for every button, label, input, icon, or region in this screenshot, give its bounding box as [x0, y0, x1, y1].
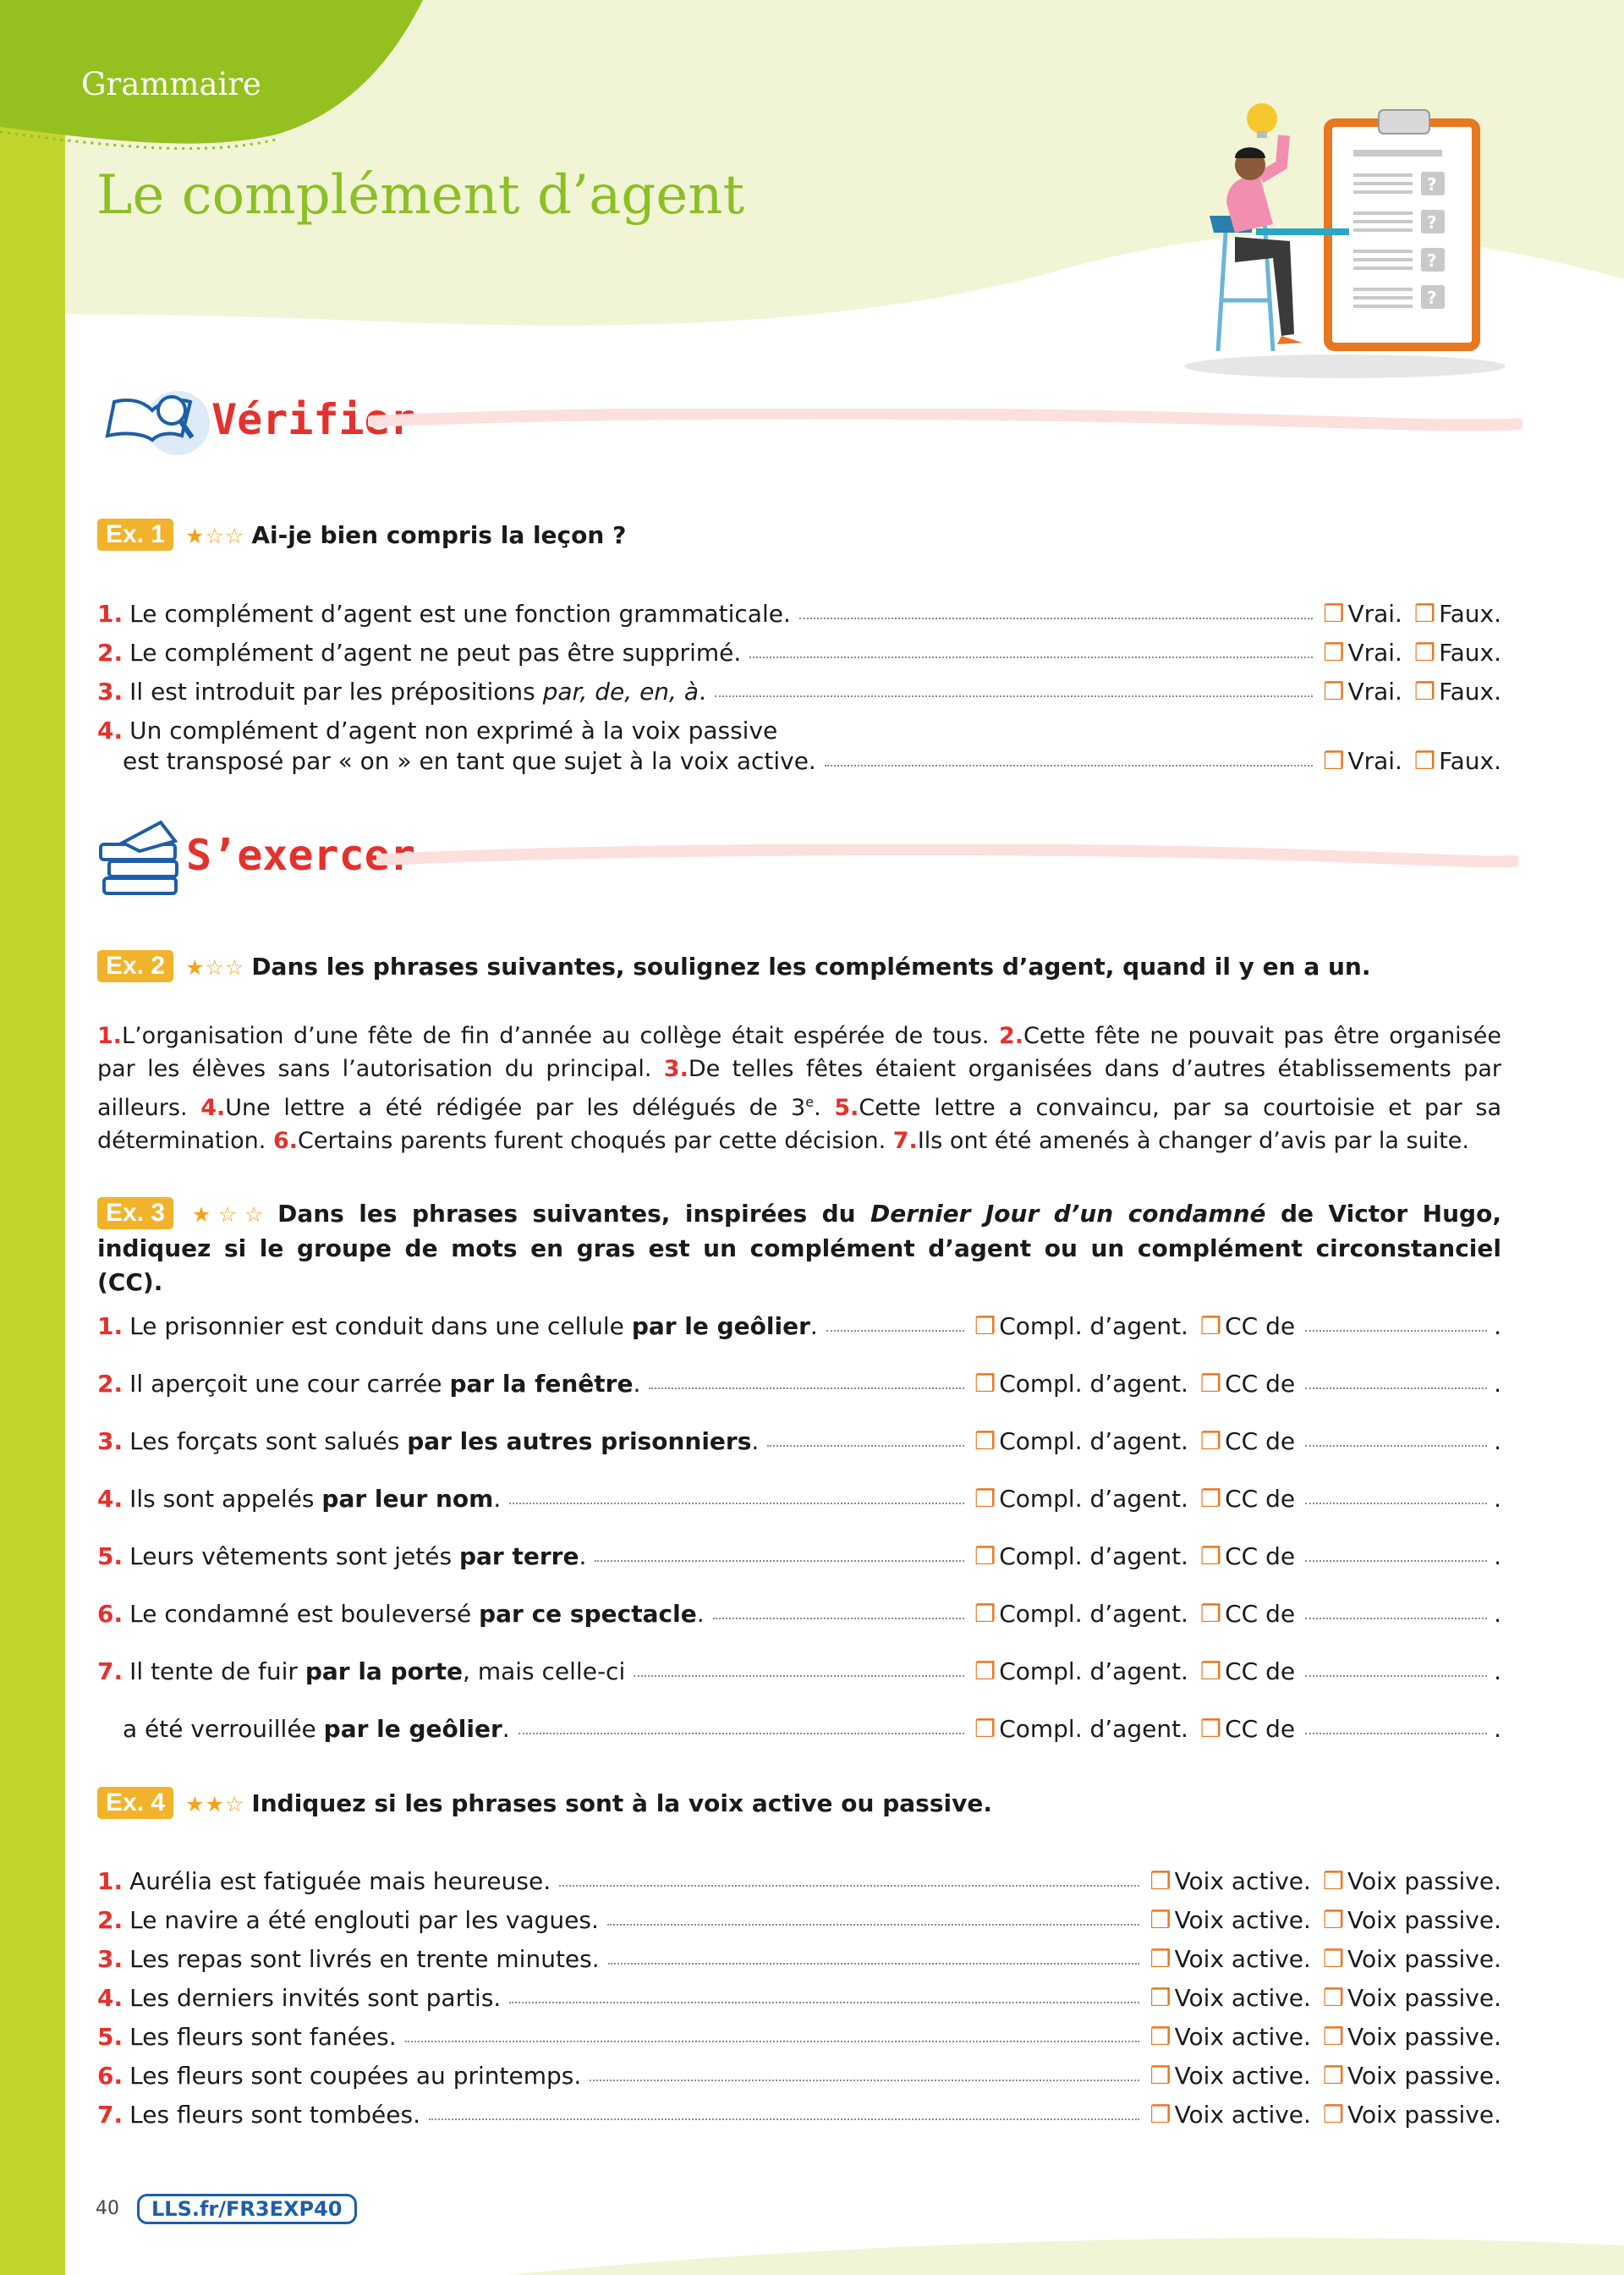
ex4-badge: Ex. 4: [97, 1787, 173, 1819]
page-number: 40: [96, 2198, 119, 2219]
answer-blank[interactable]: [1305, 1618, 1487, 1619]
ex1-item: 1. Le complément d’agent est une fonction grammaticale. ❒ Vrai. ❒ Faux.: [97, 600, 1501, 628]
ex4-item: 7. Les fleurs sont tombées. ❒ Voix active. ❒ Voix passive.: [97, 2101, 1501, 2129]
checkbox-icon[interactable]: ❒: [1413, 678, 1436, 706]
ex1-item: 2. Le complément d’agent ne peut pas être supprimé. ❒ Vrai. ❒ Faux.: [97, 639, 1501, 667]
section-underline: [376, 844, 1518, 870]
checkbox-icon[interactable]: ❒: [1199, 1600, 1222, 1628]
section-title-verifier: Vérifier: [211, 395, 415, 444]
answer-blank[interactable]: [1305, 1560, 1487, 1562]
ex4-item: 2. Le navire a été englouti par les vagues. ❒ Voix active. ❒ Voix passive.: [97, 1906, 1501, 1934]
ex3-item: 3. Les forçats sont salués par les autres prisonniers . ❒ Compl. d’agent. ❒ CC de .: [97, 1427, 1501, 1455]
checkbox-icon[interactable]: ❒: [1199, 1485, 1222, 1513]
checkbox-icon[interactable]: ❒: [1323, 639, 1345, 667]
checkbox-icon[interactable]: ❒: [1199, 1427, 1222, 1455]
ex3-item: 5. Leurs vêtements sont jetés par terre . ❒ Compl. d’agent. ❒ CC de .: [97, 1542, 1501, 1570]
ex3-item: 4. Ils sont appelés par leur nom . ❒ Compl. d’agent. ❒ CC de .: [97, 1485, 1501, 1513]
checkbox-icon[interactable]: ❒: [1322, 1984, 1345, 2012]
checkbox-icon[interactable]: ❒: [1149, 2023, 1171, 2051]
checkbox-icon[interactable]: ❒: [974, 1427, 996, 1455]
ex4-instruction: Indiquez si les phrases sont à la voix active ou passive.: [251, 1789, 992, 1817]
answer-blank[interactable]: [1305, 1330, 1487, 1332]
checkbox-icon[interactable]: ❒: [1149, 1906, 1171, 1934]
checkbox-icon[interactable]: ❒: [974, 1370, 996, 1398]
checkbox-icon[interactable]: ❒: [1322, 1867, 1345, 1895]
svg-text:?: ?: [1427, 250, 1437, 271]
checkbox-icon[interactable]: ❒: [974, 1600, 996, 1628]
checkbox-icon[interactable]: ❒: [1199, 1657, 1222, 1685]
checkbox-icon[interactable]: ❒: [1149, 1867, 1171, 1895]
checkbox-icon[interactable]: ❒: [1413, 600, 1436, 628]
ex4-item: 3. Les repas sont livrés en trente minutes. ❒ Voix active. ❒ Voix passive.: [97, 1945, 1501, 1973]
ex1-heading: [97, 519, 1501, 553]
ex1-item-continued: est transposé par « on » en tant que sujet à la voix active. ❒ Vrai. ❒ Faux.: [123, 747, 1501, 775]
ex4-heading: [97, 1787, 1501, 1822]
section-title-exercer: S’exercer: [186, 831, 415, 880]
ex2-paragraph: 1.L’organisation d’une fête de fin d’année au collège était espérée de tous. 2.Cette fête ne pouvait pas être organisée par les élèves sans l’autorisation du principal. 3.De telles fêtes étaient organisées dans d’autres établissements par ailleurs. 4.Une lettre a été rédigée par les délégués de 3e. 5.Cette lettre a convaincu, par sa courtoisie et par sa détermination. 6.Certains parents furent choqués par cette décision. 7.Ils ont été amenés à changer d’avis par la suite.: [97, 1023, 1501, 1154]
ex3-difficulty-stars: ★☆☆: [185, 1202, 272, 1227]
answer-blank[interactable]: [1305, 1503, 1487, 1504]
answer-blank[interactable]: [1305, 1733, 1487, 1734]
book-magnifier-icon: [97, 376, 216, 470]
checkbox-icon[interactable]: ❒: [1322, 1945, 1345, 1973]
svg-text:?: ?: [1427, 212, 1437, 233]
ex4-difficulty-stars: ★★☆: [185, 1792, 245, 1816]
checkbox-icon[interactable]: ❒: [1199, 1542, 1222, 1570]
ex3-item-continued: a été verrouillée par le geôlier . ❒ Compl. d’agent. ❒ CC de .: [123, 1715, 1501, 1743]
ex2-heading: [97, 950, 1501, 985]
ex3-item: 6. Le condamné est bouleversé par ce spectacle . ❒ Compl. d’agent. ❒ CC de .: [97, 1600, 1501, 1628]
ex4-item: 5. Les fleurs sont fanées. ❒ Voix active. ❒ Voix passive.: [97, 2023, 1501, 2051]
answer-blank[interactable]: [1305, 1445, 1487, 1447]
ex1-item: 3. Il est introduit par les prépositions par, de, en, à . ❒ Vrai. ❒ Faux.: [97, 678, 1501, 706]
svg-text:?: ?: [1427, 288, 1437, 308]
checkbox-icon[interactable]: ❒: [974, 1657, 996, 1685]
ex2-difficulty-stars: ★☆☆: [185, 955, 245, 980]
checkbox-icon[interactable]: ❒: [974, 1715, 996, 1743]
ex1-difficulty-stars: ★☆☆: [185, 524, 245, 548]
page-title: Le complément d’agent: [96, 164, 745, 227]
answer-blank[interactable]: [1305, 1675, 1487, 1677]
checkbox-icon[interactable]: ❒: [1322, 2101, 1345, 2129]
checkbox-icon[interactable]: ❒: [1322, 1906, 1345, 1934]
checkbox-icon[interactable]: ❒: [1413, 639, 1436, 667]
checkbox-icon[interactable]: ❒: [1199, 1312, 1222, 1340]
checkbox-icon[interactable]: ❒: [1322, 2023, 1345, 2051]
ex4-item: 4. Les derniers invités sont partis. ❒ Voix active. ❒ Voix passive.: [97, 1984, 1501, 2012]
ex3-badge: Ex. 3: [97, 1197, 173, 1229]
ex1-badge: Ex. 1: [97, 519, 173, 551]
ex3-heading: Ex. 3 ★☆☆ Dans les phrases suivantes, inspirées du Dernier Jour d’un condamné de Victor Hugo, indiquez si le groupe de mots en gras est un complément d’agent ou un complément circonstanciel (CC).: [97, 1199, 1510, 1296]
section-underline: [368, 409, 1522, 434]
ex2-badge: Ex. 2: [97, 950, 173, 982]
checkbox-icon[interactable]: ❒: [1149, 1945, 1171, 1973]
checkbox-icon[interactable]: ❒: [974, 1542, 996, 1570]
checkbox-icon[interactable]: ❒: [1199, 1370, 1222, 1398]
ex3-item: 1. Le prisonnier est conduit dans une cellule par le geôlier . ❒ Compl. d’agent. ❒ CC de .: [97, 1312, 1501, 1340]
checkbox-icon[interactable]: ❒: [1149, 2101, 1171, 2129]
svg-text:?: ?: [1427, 174, 1437, 195]
ex1-instruction: Ai-je bien compris la leçon ?: [251, 521, 627, 549]
section-verifier: [97, 376, 1514, 470]
checkbox-icon[interactable]: ❒: [1149, 2062, 1171, 2090]
ex3-item: 2. Il aperçoit une cour carrée par la fenêtre . ❒ Compl. d’agent. ❒ CC de .: [97, 1370, 1501, 1398]
resource-link[interactable]: LLS.fr/FR3EXP40: [137, 2194, 357, 2224]
ex4-item: 6. Les fleurs sont coupées au printemps. ❒ Voix active. ❒ Voix passive.: [97, 2062, 1501, 2090]
checkbox-icon[interactable]: ❒: [974, 1312, 996, 1340]
answer-blank[interactable]: [1305, 1388, 1487, 1389]
checkbox-icon[interactable]: ❒: [1323, 678, 1345, 706]
ex3-item: 7. Il tente de fuir par la porte , mais celle-ci ❒ Compl. d’agent. ❒ CC de .: [97, 1657, 1501, 1685]
ex4-item: 1. Aurélia est fatiguée mais heureuse. ❒ Voix active. ❒ Voix passive.: [97, 1867, 1501, 1895]
checkbox-icon[interactable]: ❒: [1149, 1984, 1171, 2012]
checkbox-icon[interactable]: ❒: [1323, 600, 1345, 628]
student-checklist-illustration: [1176, 97, 1514, 385]
left-sidebar-band: [0, 0, 65, 2275]
ex1-item: 4. Un complément d’agent non exprimé à la voix passive: [97, 717, 778, 745]
checkbox-icon[interactable]: ❒: [974, 1485, 996, 1513]
checkbox-icon[interactable]: ❒: [1322, 2062, 1345, 2090]
section-exercer: [97, 812, 1514, 905]
chapter-label: Grammaire: [81, 66, 261, 102]
ex2-instruction: Dans les phrases suivantes, soulignez les compléments d’agent, quand il y en a un.: [251, 953, 1371, 981]
footer-background-wave: [0, 2224, 1624, 2275]
checkbox-icon[interactable]: ❒: [1413, 747, 1436, 775]
checkbox-icon[interactable]: ❒: [1199, 1715, 1222, 1743]
checkbox-icon[interactable]: ❒: [1323, 747, 1345, 775]
